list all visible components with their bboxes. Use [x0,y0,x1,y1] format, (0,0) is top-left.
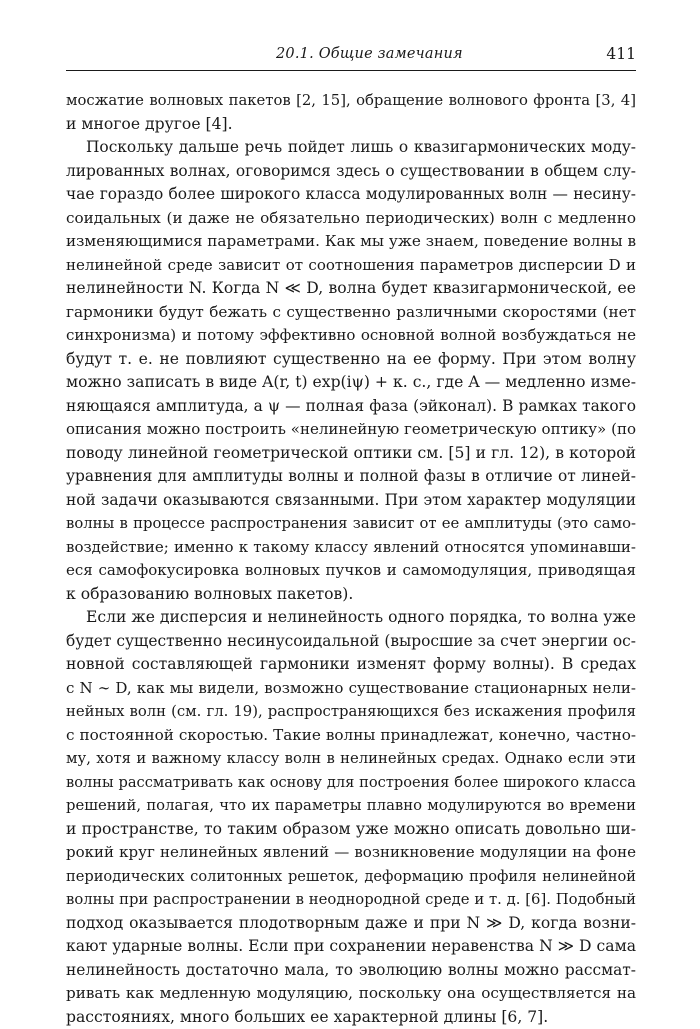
text-line: решений, полагая, что их параметры плавно модулируются во времени [66,794,636,818]
book-page [66,42,636,1029]
text-line: чае гораздо более широкого класса модулированных волн — несину- [66,183,636,207]
text-line: синхронизма) и потому эффективно основной волной возбуждаться не [66,324,636,348]
text-line: нелинейность достаточно мала, то эволюцию волны можно рассмат- [66,959,636,983]
text-line: ривать как медленную модуляцию, поскольку она осуществляется на [66,982,636,1006]
header-rule [66,70,636,71]
text-line: изменяющимися параметрами. Как мы уже знаем, поведение волны в [66,230,636,254]
body-text [66,89,636,1029]
running-head [66,42,636,68]
section-title: 20.1. Общие замечания [276,46,463,62]
text-line: Если же дисперсия и нелинейность одного порядка, то волна уже [66,606,636,630]
text-line: волны в процессе распространения зависит от ее амплитуды (это само- [66,512,636,536]
page-number: 411 [606,45,636,63]
text-line: еся самофокусировка волновых пучков и самомодуляция, приводящая [66,559,636,583]
text-line: нейных волн (см. гл. 19), распространяющихся без искажения профиля [66,700,636,724]
text-line: будут т. е. не повлияют существенно на ее форму. При этом волну [66,348,636,372]
text-line: можно записать в виде A(r, t) exp(iψ) + к. с., где A — медленно изме- [66,371,636,395]
text-line: подход оказывается плодотворным даже и при N ≫ D, когда возни- [66,912,636,936]
paragraph [66,606,636,1029]
text-line: воздействие; именно к такому классу явлений относятся упоминавши- [66,536,636,560]
text-line: лированных волнах, оговоримся здесь о существовании в общем слу- [66,160,636,184]
text-line: кают ударные волны. Если при сохранении неравенства N ≫ D сама [66,935,636,959]
text-line: к образованию волновых пакетов). [66,583,636,607]
text-line: нелинейной среде зависит от соотношения параметров дисперсии D и [66,254,636,278]
text-line: мосжатие волновых пакетов [2, 15], обращение волнового фронта [3, 4] [66,89,636,113]
text-line: будет существенно несинусоидальной (выросшие за счет энергии ос- [66,630,636,654]
text-line: с постоянной скоростью. Такие волны принадлежат, конечно, частно- [66,724,636,748]
text-line: гармоники будут бежать с существенно различными скоростями (нет [66,301,636,325]
text-line: новной составляющей гармоники изменят форму волны). В средах [66,653,636,677]
text-line: нелинейности N. Когда N ≪ D, волна будет квазигармонической, ее [66,277,636,301]
text-line: уравнения для амплитуды волны и полной фазы в отличие от линей- [66,465,636,489]
text-line: соидальных (и даже не обязательно периодических) волн с медленно [66,207,636,231]
text-line: волны рассматривать как основу для построения более широкого класса [66,771,636,795]
text-line: ной задачи оказываются связанными. При этом характер модуляции [66,489,636,513]
text-line: расстояниях, много больших ее характерной длины [6, 7]. [66,1006,636,1029]
paragraph [66,89,636,136]
text-line: рокий круг нелинейных явлений — возникновение модуляции на фоне [66,841,636,865]
text-line: и многое другое [4]. [66,113,636,137]
text-line: поводу линейной геометрической оптики см. [5] и гл. 12), в которой [66,442,636,466]
paragraph [66,136,636,606]
text-line: периодических солитонных решеток, деформацию профиля нелинейной [66,865,636,889]
text-line: волны при распространении в неоднородной среде и т. д. [6]. Подобный [66,888,636,912]
text-line: няющаяся амплитуда, а ψ — полная фаза (эйконал). В рамках такого [66,395,636,419]
text-line: и пространстве, то таким образом уже можно описать довольно ши- [66,818,636,842]
text-line: му, хотя и важному классу волн в нелинейных средах. Однако если эти [66,747,636,771]
text-line: с N ∼ D, как мы видели, возможно существование стационарных нели- [66,677,636,701]
text-line: Поскольку дальше речь пойдет лишь о квазигармонических моду- [66,136,636,160]
text-line: описания можно построить «нелинейную геометрическую оптику» (по [66,418,636,442]
